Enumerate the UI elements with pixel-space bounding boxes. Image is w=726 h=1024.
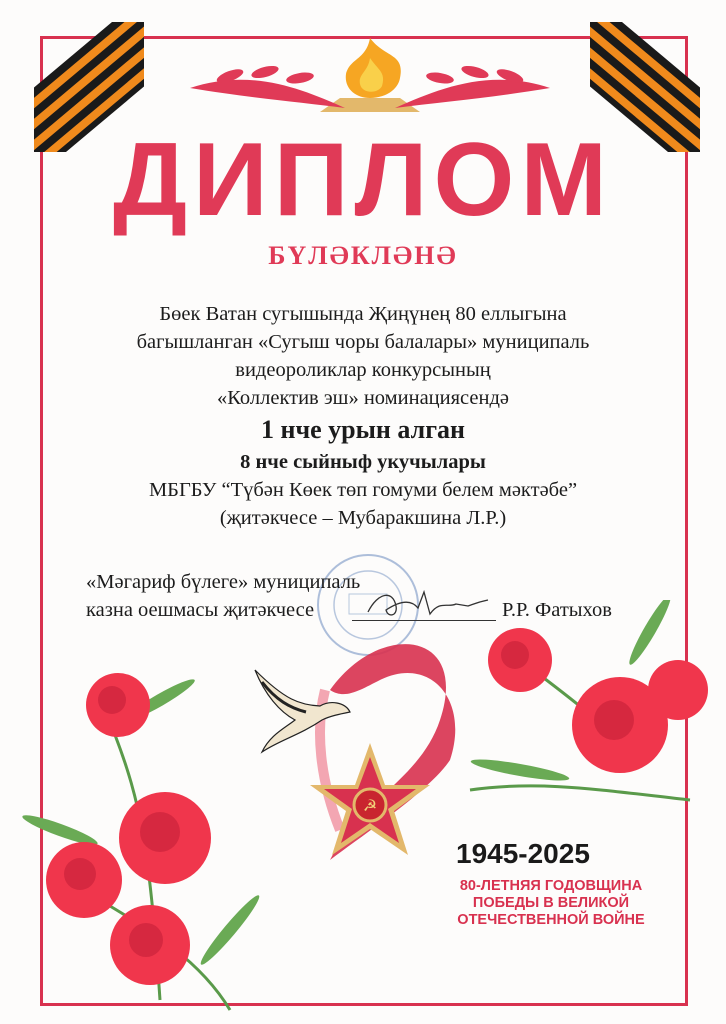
award-line: Бөек Ватан сугышында Җиңүнең 80 еллыгына xyxy=(159,303,567,325)
anniversary-line: ПОБЕДЫ В ВЕЛИКОЙ xyxy=(472,895,630,911)
award-line: «Коллектив эш» номинациясендә xyxy=(217,387,509,409)
anniversary-line: 80-ЛЕТНЯЯ ГОДОВЩИНА xyxy=(459,878,643,894)
eternal-flame-emblem-icon xyxy=(170,28,570,128)
dove-icon xyxy=(255,670,350,752)
diploma-title: ДИПЛОМ xyxy=(112,122,614,238)
award-line: видеороликлар конкурсының xyxy=(235,359,491,381)
anniversary-years: 1945-2025 xyxy=(456,838,590,869)
award-text xyxy=(60,300,666,532)
victory-day-artwork xyxy=(0,600,726,1024)
anniversary-caption xyxy=(446,878,656,929)
award-line: багышланган «Сугыш чоры балалары» муниципаль xyxy=(136,331,590,353)
signatory-org: «Мәгариф бүлеге» муниципаль xyxy=(86,571,361,593)
school-name: МБГБУ “Түбән Көек төп гомуми белем мәктәбе” xyxy=(148,479,578,501)
teacher-name: (җитәкчесе – Мубаракшина Л.Р.) xyxy=(219,507,507,529)
award-place: 1 нче урын алган xyxy=(260,415,466,444)
signatory-title: казна оешмасы җитәкчесе xyxy=(86,599,315,621)
svg-text:☭: ☭ xyxy=(362,796,378,815)
anniversary-line: ОТЕЧЕСТВЕННОЙ ВОЙНЕ xyxy=(457,912,645,928)
award-recipients: 8 нче сыйныф укучылары xyxy=(240,451,486,473)
signatory-name: Р.Р. Фатыхов xyxy=(502,599,612,621)
diploma-subtitle: БҮЛӘКЛӘНӘ xyxy=(268,241,458,270)
